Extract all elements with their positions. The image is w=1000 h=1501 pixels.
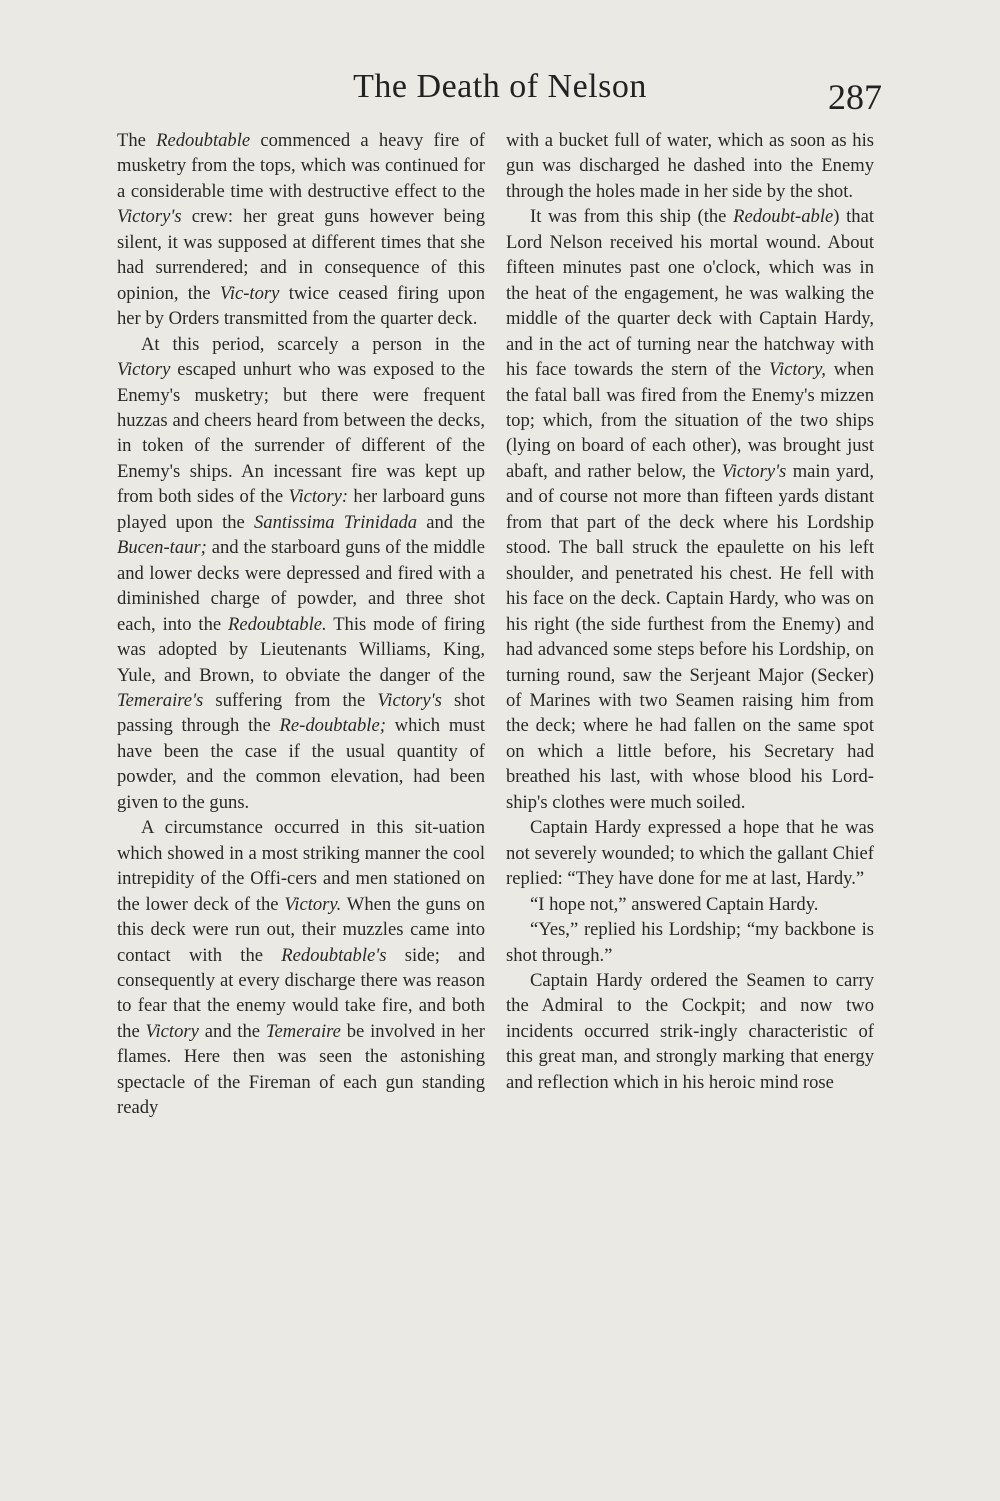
italic-term: Redoubtable. [228,613,327,635]
italic-term: Bucen-taur; [117,537,207,559]
italic-term: Victory [117,359,171,381]
italic-term: Vic-tory [219,282,280,304]
italic-term: Temeraire's [117,689,204,711]
paragraph: Captain Hardy expressed a hope that he was not severely wounded; to which the gallant Chief replied: “They have done for me at last, Hardy.” [506,817,874,890]
paragraph: “Yes,” replied his Lordship; “my backbone is shot through.” [506,919,874,966]
italic-term: Temeraire [265,1020,341,1042]
italic-term: Victory's [117,206,182,228]
italic-term: Victory's [377,689,442,711]
italic-term: Santissima Trinidada [253,511,418,533]
paragraph: It was from this ship (the Redoubt-able) that Lord Nelson received his mortal wound. About fifteen minutes past one o'clock, which was in the heat of the engagement, he was walking the middle of the quarter deck with Captain Hardy, and in the act of turning near the hatchway with his face towards the stern of the Victory, when the fatal ball was fired from the Enemy's mizzen top; which, from the situation of the two ships (lying on board of each other), was brought just abaft, and rather below, the Victory's main yard, and of course not more than fifteen yards distant from that part of the deck where his Lordship stood. The ball struck the epaulette on his left shoulder, and penetrated his chest. He fell with his face on the deck. Captain Hardy, who was on his right (the side furthest from the Enemy) and had advanced some steps before his Lordship, on turning round, saw the Serjeant Major (Secker) of Marines with two Seamen raising him from the deck; where he had fallen on the same spot on which a little before, his Secretary had breathed his last, with whose blood his Lord-ship's clothes were much soiled. [506,206,874,813]
italic-term: Victory: [288,486,349,508]
paragraph: “I hope not,” answered Captain Hardy. [530,893,819,915]
paragraph: At this period, scarcely a person in the Victory escaped unhurt who was exposed to the Enemy's musketry; but there were frequent huzzas and cheers heard from between the decks, in token of the surrender of different of the Enemy's ships. An incessant fire was kept up from both sides of the Victory: her larboard guns played upon the Santissima Trinidada and the Bucen-taur; and the starboard guns of the middle and lower decks were depressed and fired with a diminished charge of powder, and three shot each, into the Redoubtable. This mode of firing was adopted by Lieutenants Williams, King, Yule, and Brown, to obviate the danger of the Temeraire's suffering from the Victory's shot passing through the Re-doubtable; which must have been the case if the usual quantity of powder, and the common elevation, had been given to the guns. [117,333,486,813]
running-title: The Death of Nelson [353,68,647,105]
paragraph: The Redoubtable commenced a heavy fire of musketry from the tops, which was continued for a considerable time with destructive effect to the Victory's crew: her great guns however being silent, it was supposed at different times that she had surrendered; and in consequence of this opinion, the Vic-tory twice ceased firing upon her by Orders transmitted from the quarter deck. [117,130,485,330]
italic-term: Redoubtable's [281,944,387,966]
left-column [117,128,485,1121]
paragraph: Captain Hardy ordered the Seamen to carry the Admiral to the Cockpit; and now two incidents occurred strik-ingly characteristic of this great man, and strongly marking that energy and reflection which in his heroic mind rose [506,969,874,1093]
page-number: 287 [828,77,882,117]
italic-term: Victory [145,1020,199,1042]
italic-term: Victory, [768,359,826,381]
italic-term: Victory. [284,893,342,915]
italic-term: Re-doubtable; [279,715,386,737]
italic-term: Redoubtable [156,130,251,151]
paragraph: A circumstance occurred in this sit-uation which showed in a most striking manner the cool intrepidity of the Offi-cers and men stationed on the lower deck of the Victory. When the guns on this deck were run out, their muzzles came into contact with the Redoubtable's side; and consequently at every discharge there was reason to fear that the enemy would take fire, and both the Victory and the Temeraire be involved in her flames. Here then was seen the astonishing spectacle of the Fireman of each gun standing ready [117,817,485,1119]
right-column [506,128,874,1095]
italic-term: Redoubt-able [733,206,834,228]
italic-term: Victory's [721,460,787,482]
paragraph: with a bucket full of water, which as soon as his gun was discharged he dashed into the Enemy through the holes made in her side by the shot. [506,130,874,202]
